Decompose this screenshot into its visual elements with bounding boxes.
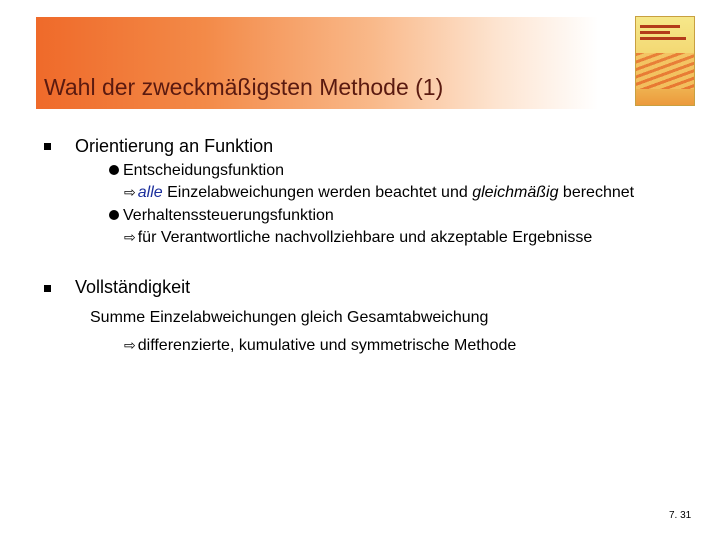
section-heading-vollstaendigkeit: Vollständigkeit bbox=[75, 277, 191, 297]
section-heading-funktion: Orientierung an Funktion bbox=[75, 136, 274, 156]
list-item-entscheidungsfunktion bbox=[109, 162, 284, 180]
circle-bullet-icon bbox=[109, 210, 119, 220]
conclusion-line bbox=[124, 337, 516, 355]
square-bullet-icon bbox=[44, 143, 51, 150]
hollow-right-arrow-icon: ⇨ bbox=[124, 229, 136, 245]
detail-text-end: berechnet bbox=[558, 184, 635, 201]
hollow-right-arrow-icon: ⇨ bbox=[124, 337, 136, 353]
item-label: Verhaltenssteuerungsfunktion bbox=[123, 207, 334, 224]
detail-text: Einzelabweichungen werden beachtet und bbox=[162, 184, 473, 201]
slide-title: Wahl der zweckmäßigsten Methode (1) bbox=[44, 74, 444, 100]
detail-verhaltenssteuerung bbox=[124, 229, 592, 247]
italic-word: gleichmäßig bbox=[472, 184, 559, 201]
circle-bullet-icon bbox=[109, 165, 119, 175]
detail-text: für Verantwortliche nachvollziehbare und akzeptable Ergebnisse bbox=[137, 229, 593, 246]
detail-entscheidungsfunktion bbox=[124, 184, 634, 202]
item-label: Entscheidungsfunktion bbox=[123, 162, 284, 179]
conclusion-text: differenzierte, kumulative und symmetrische Methode bbox=[137, 337, 517, 354]
square-bullet-icon bbox=[44, 285, 51, 292]
statement-text: Summe Einzelabweichungen gleich Gesamtabweichung bbox=[90, 309, 489, 326]
list-item-verhaltenssteuerung bbox=[109, 207, 334, 225]
book-cover-image bbox=[635, 16, 695, 106]
hollow-right-arrow-icon: ⇨ bbox=[124, 184, 136, 200]
alle-highlight: alle bbox=[137, 184, 163, 201]
page-number: 7. 31 bbox=[669, 510, 692, 521]
